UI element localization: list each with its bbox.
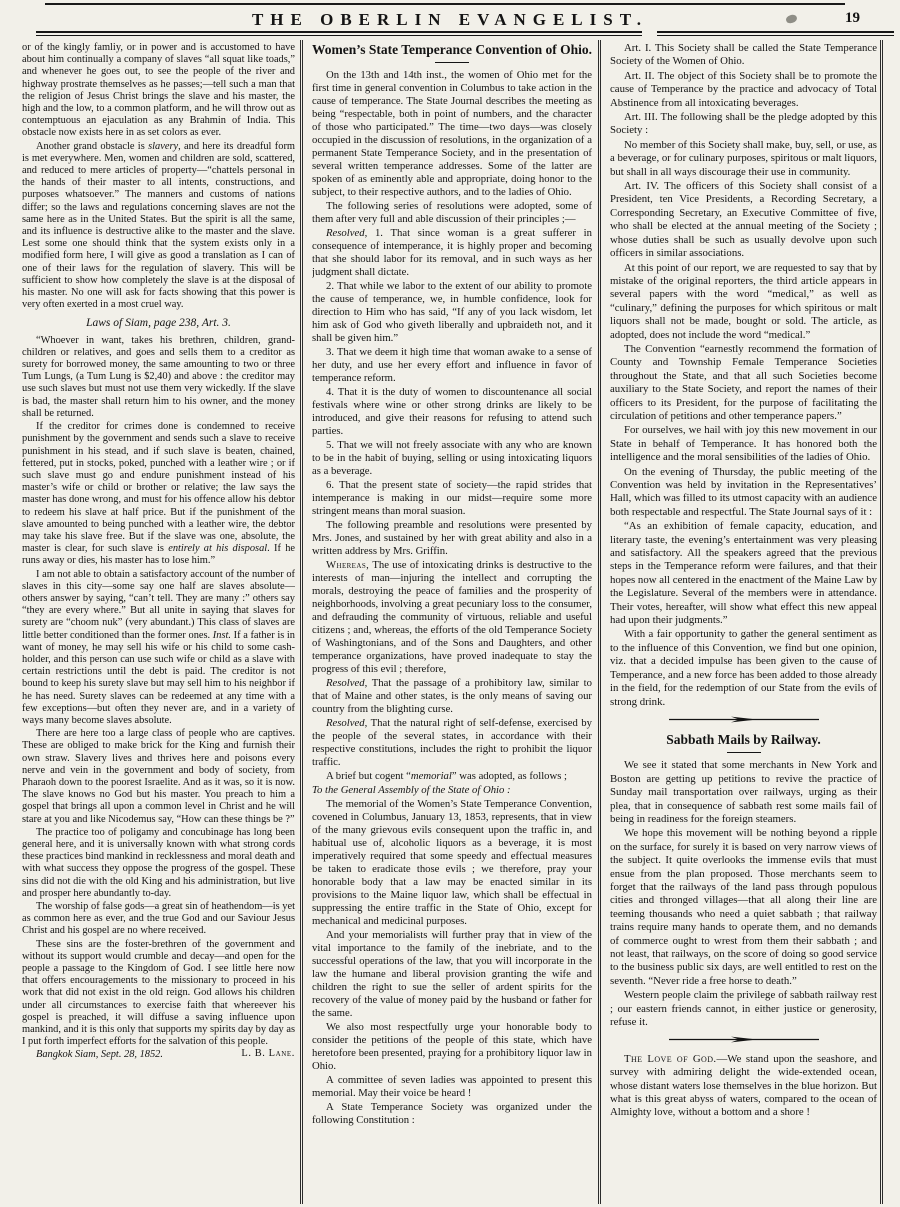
- text-run: Art. II. The object of this Society shall be to promote the cause of Temperance by the practice and advocacy of Total Abstinence from all intoxicating beverages.: [610, 69, 877, 109]
- paragraph: [610, 759, 877, 826]
- text-run: To the General Assembly of the State of Ohio :: [312, 784, 511, 796]
- text-run: —We stand upon the seashore, and survey with admiring delight the wide-extended ocean, whose distant waters lose themselves in the blue horizon. But what is this great abyss of waters, compared to the ocean of Almighty love, without a bottom and a shore !: [610, 1052, 877, 1119]
- text-run: The use of intoxicating drinks is destructive to the interests of man—injuring the intellect and corrupting the morals, destroying the peace of families and the prosperity of neighborhoods, involving a great pecuniary loss to the consumer, and defrauding the community of virtuous, reliable and useful citizens ; and, whereas, the efforts of the old Temperance Society of Washingtonians, and of the Sons and Daughters, and other temperance organizations, have proved inadequate to stay the progress of this evil ; therefore,: [312, 559, 592, 675]
- paragraph: [22, 901, 295, 938]
- text-run: Resolved,: [326, 227, 368, 239]
- text-run: Inst.: [212, 629, 231, 641]
- paragraph: [312, 770, 592, 783]
- column-divider-2: [598, 40, 601, 1204]
- text-run: 5. That we will not freely associate with any who are known to be in the habit of buying, selling or using intoxicating liquors as a beverage.: [312, 439, 592, 477]
- text-run: I am not able to obtain a satisfactory account of the number of slaves in this city—some say one half are slaves absolute—others answer by saying, “can’t tell. They are many :” others say “they are every where.” But all unite in saying that slaves for surety are “choom nuk” (very abundant.) This class of slaves are little better conditioned than the former ones.: [22, 568, 295, 641]
- column-1: [22, 42, 295, 1204]
- text-run: slavery: [148, 140, 179, 152]
- paragraph: [610, 42, 877, 69]
- text-run: Western people claim the privilege of sabbath railway rest ; our eastern friends cannot, in either justice or generosity, refuse it.: [610, 989, 877, 1029]
- paragraph: [22, 335, 295, 420]
- section-divider: [610, 715, 877, 728]
- masthead-title: THE OBERLIN EVANGELIST.: [251, 10, 649, 29]
- article-title: Sabbath Mails by Railway.: [666, 732, 821, 748]
- header-rule-right: [657, 31, 894, 36]
- paragraph: [312, 677, 592, 716]
- text-run: A committee of seven ladies was appointed to present this memorial. May their voice be heard !: [312, 1074, 592, 1099]
- paragraph: [312, 439, 592, 478]
- text-run: Art. I. This Society shall be called the State Temperance Society of the Women of Ohio.: [610, 42, 877, 68]
- text-run: We also most respectfully urge your honorable body to consider the petitions of the people of this state, which have heretofore been presented, praying for a prohibitory liquor law in Ohio.: [312, 1021, 592, 1072]
- text-run: There are here too a large class of people who are captives. These are obliged to make brick for the King and furnish their own straw. Slavery lives and thrives here and poisons every nerve and vein in the government and body of society, from Pharaoh down to the poorest Israelite. And as it was, so it is now. The slave knows no God but his master. You preach to him a gospel that brings all upon a common level in Christ and he will stare at you and like Nicodemus say, “How can these things be ?”: [22, 728, 295, 825]
- top-rule: [45, 3, 845, 5]
- text-run: A brief but cogent “: [326, 770, 411, 782]
- article-heading: [312, 42, 592, 63]
- text-run: Art. III. The following shall be the pledge adopted by this Society :: [610, 111, 877, 137]
- paragraph: [22, 827, 295, 900]
- paragraph: [22, 569, 295, 728]
- paragraph: [610, 989, 877, 1029]
- text-run: That the natural right of self-defense, exercised by the people of the several states, in accordance with their respective constitutions, includes the right to prohibit the liquor traffic.: [312, 717, 592, 768]
- paragraph: [312, 479, 592, 518]
- text-run: That the passage of a prohibitory law, similar to that of Maine and other states, is the only means of saving our country from the blighting curse.: [312, 677, 592, 715]
- text-run: If a father is in want of money, he may sell his wife or his child to some cash-holder, and this person can use such wife or child as a slave with certain restrictions until the debt is paid. The creditor is not bound to keep his surety slave but may sell him to his neighbor if he has need. Surety slaves can be redeemed at any time with a few exceptions—but often they never are, and in a variety of ways many become slaves absolute.: [22, 629, 295, 726]
- text-run: The Love of God.: [624, 1052, 717, 1065]
- paragraph: [22, 42, 295, 140]
- paragraph: [610, 424, 877, 464]
- paragraph: [312, 69, 592, 199]
- paragraph: [610, 1053, 877, 1120]
- text-run: 2. That while we labor to the extent of our ability to promote the cause of temperance, we, in humble confidence, look for direction to Him who has said, “If any of you lack wisdom, let him ask of God who giveth liberally and upbraideth not, and it shall be given him.”: [312, 280, 592, 344]
- text-run: A State Temperance Society was organized under the following Constitution :: [312, 1101, 592, 1126]
- text-run: We see it stated that some merchants in New York and Boston are getting up petitions to revive the practice of Sunday mail transportation over railways, urging as their plea, that in consequence of sabbath rest some mails fail of being in readiness for the foreign steamers.: [610, 759, 877, 825]
- text-run: memorial: [410, 770, 452, 782]
- text-run: On the 13th and 14th inst., the women of Ohio met for the first time in general convention in Columbus to take action in the cause of temperance. The State Journal describes the meeting as being “respectable, both in point of numbers, and the character of those who participated.” The time—two days—was closely occupied in the discussion of resolutions, in the organization of a permanent State Temperance Society, and in the presentation of several written temperance addresses. Some of the latter are spoken of as eminently able and appropriate, doing honor to the subject, to their respective authors, and to the ladies of Ohio.: [312, 69, 592, 198]
- paragraph: [22, 728, 295, 826]
- text-run: We hope this movement will be nothing beyond a ripple on the surface, for surely it is based on very narrow views of the subject. It quite overlooks the immense evils that must ensue from the plan proposed. Those merchants seem to forget that the railways of the land pass through populous cities and thronged villages—that all along their line are teeming thousands who need a quiet sabbath ; that railway trains require many hands to operate them, and no demands of commerce ought to wrest from them their sabbath ; and not least, that railways, on the score of doing so good service to the business public six days, are well entitled to rest on the seventh. “Never ride a free horse to death.”: [610, 827, 877, 987]
- paragraph: [312, 784, 592, 797]
- paragraph: [312, 929, 592, 1020]
- paragraph: [312, 1101, 592, 1127]
- header-rule-left: [36, 31, 642, 36]
- text-run: 4. That it is the duty of women to discountenance all social festivals where wine or other strong drinks are likely to be introduced, and give their reasons for refusing to attend such parties.: [312, 386, 592, 437]
- article-title: Women’s State Temperance Convention of Ohio.: [312, 42, 592, 57]
- paragraph: [610, 628, 877, 708]
- paragraph: [22, 141, 295, 312]
- text-run: Whereas,: [326, 559, 370, 571]
- text-run: . If he runs away or dies, his master has to lose him.”: [22, 543, 295, 567]
- text-run: For ourselves, we hail with joy this new movement in our State in behalf of Temperance. It has honored both the intelligence and the moral sensibilities of the ladies of Ohio.: [610, 424, 877, 464]
- column-2: [312, 42, 592, 1204]
- right-edge-rule: [880, 40, 883, 1204]
- text-run: At this point of our report, we are requested to say that by mistake of the original reporters, the third article appears in several papers with the word “medical,” as well as “culinary,” defining the purposes for which spiritous or malt liquors shall not be made, bought or sold. The article, as adopted, does not include the word “medical.”: [610, 261, 877, 341]
- paragraph: [312, 227, 592, 279]
- text-run: Another grand obstacle is: [36, 140, 149, 152]
- section-divider: [610, 1035, 877, 1048]
- paragraph: [312, 559, 592, 676]
- text-run: 1. That since woman is a great sufferer in consequence of intemperance, it is highly proper and becoming that she should labor for its removal, and in such ways as her judgment shall dictate.: [312, 227, 592, 278]
- paragraph: [312, 717, 592, 769]
- paragraph: [312, 346, 592, 385]
- paragraph: [312, 1021, 592, 1073]
- text-run: With a fair opportunity to gather the general sentiment as to the influence of this Convention, we find but one opinion, viz. that a decided impulse has been given to the cause of Temperance, and a new force has been added to those already in the field, for the redemption of our State from the evils of strong drink.: [610, 628, 877, 708]
- text-run: or of the kingly famliy, or in power and is accustomed to have about him continually a company of slaves “all squat like toads,” and whenever he goes out, to see the people of the river and highway prostrate themselves as he passes;—tell such a man that the religion of Jesus Christ brings the slave and his master, the high and the low, to a common platform, and he will throw out as contemptuous an ejaculation as any Brahmin of India. This obstacle now exists here in as set colors as ever.: [22, 42, 295, 139]
- text-run: entirely at his disposal: [168, 543, 268, 555]
- arrow-rule-icon: [669, 715, 819, 724]
- text-run: Bangkok Siam, Sept. 28, 1852.: [36, 1049, 163, 1061]
- text-run: “As an exhibition of female capacity, education, and literary taste, the evening’s entertainment was very pleasing and satisfactory. All the speakers agreed that the previous steps in the Temperance reform were failures, and that their hopes now all centered in the enactment of the Maine Law by the Legislature. Several of the members were in attendance. Their votes, hereafter, will show what effect this new appeal had upon their judgments.”: [610, 520, 877, 627]
- paragraph: [610, 520, 877, 627]
- text-run: ” was adopted, as follows ;: [451, 770, 568, 782]
- text-run: Art. IV. The officers of this Society shall consist of a President, ten Vice Presidents, a Recording Secretary, a Corresponding Secretary, an Executive Committee of five, who shall be elected at the annual meeting of the Society ; whose duties shall be such as usually devolve upon such officers in similar associations.: [610, 180, 877, 260]
- paragraph: [312, 1074, 592, 1100]
- paragraph: [312, 386, 592, 438]
- arrow-rule-icon: [669, 1035, 819, 1044]
- text-run: And your memorialists will further pray that in view of the vital importance to the family of the inebriate, and to the successful operations of the law, that you will incorporate in the law the humane and liberal provision granting the wife and children the right to sue the seller of ardent spirits for the recovery of the value of money paid by the husband or father for the same.: [312, 929, 592, 1019]
- paragraph: [610, 180, 877, 260]
- page-number: 19: [845, 10, 860, 26]
- article-heading: [610, 732, 877, 753]
- paragraph: [312, 280, 592, 345]
- text-run: , and here its dreadful form is met everywhere. Men, women and children are sold, scattered, and reduced to mere articles of property—“chattels personal in the hands of their master to all intents, constructions, and purposes whatsoever.” The manners and customs of nations differ; so the laws and regulations concerning slaves are not the same here as in the United States. But the spirit is all the same, and its influence is destructive alike to the master and the slave. Lest some one should think that the system exists only in a modified form here, I will give as good a translation as I can of one of their laws for the regulation of slavery. This will be sufficient to show how completely the slave is at the disposal of his master. No one will ask for facts showing that this power is very often exerted in a most cruel way.: [22, 140, 295, 311]
- text-run: The following series of resolutions were adopted, some of them after very full and able discussion of their principles ;—: [312, 200, 592, 225]
- text-run: The worship of false gods—a great sin of heathendom—is yet as common here as ever, and the true God and our Saviour Jesus Christ and his gospel are no where received.: [22, 901, 295, 937]
- section-subheading: Laws of Siam, page 238, Art. 3.: [86, 317, 231, 330]
- text-run: On the evening of Thursday, the public meeting of the Convention was held by invitation in the Representatives’ Hall, which was filled to its utmost capacity with an audience both respectable and respectful. The State Journal says of it :: [610, 465, 877, 518]
- paragraph: [610, 111, 877, 138]
- paragraph: [312, 519, 592, 558]
- text-run: The following preamble and resolutions were presented by Mrs. Jones, and sustained by her with great ability and also in a written address by Mrs. Griffin.: [312, 519, 592, 557]
- paragraph: [610, 466, 877, 520]
- paragraph: [22, 421, 295, 567]
- text-run: If the creditor for crimes done is condemned to receive punishment by the government and sends such a slave to receive punishment in his stead, and if such slave is beaten, chained, fettered, put in stocks, poked, punched with a leather wire ; or if such slave must go and endure punishment instead of his master’s wife or child or brother or relative; the law says the master has done wrong, and must for his offence allow his debtor to redeem his slave at half price. But if the punishment of the slave amounted to being punched with a leather wire, the debtor may take his slave free. But if the slave was one, absolute, the master is clear, for such slave is: [22, 421, 295, 555]
- column-divider-1: [300, 40, 303, 1204]
- paragraph: [312, 798, 592, 928]
- text-run: 3. That we deem it high time that woman awake to a sense of her duty, and use her every effort and influence in favor of temperance reform.: [312, 346, 592, 384]
- heading-rule: [727, 752, 761, 753]
- heading-rule: [435, 62, 469, 63]
- text-run: “Whoever in want, takes his brethren, children, grand-children or relatives, and goes and sells them to a creditor as surety for borrowed money, the same amounting to two or three Tum Lungs, (a Tum Lung is $2,40) and above : the creditor may use such slaves but must not use them very wickedly. If the slave is bad, the master shall return him to his owner, and the money shall be returned.: [22, 334, 295, 419]
- paragraph: [312, 200, 592, 226]
- paragraph: [610, 139, 877, 179]
- text-run: 6. That the present state of society—the rapid strides that intemperance is making in our midst—require some more stringent means than moral suasion.: [312, 479, 592, 517]
- signature: L. B. Lane.: [241, 1048, 295, 1060]
- text-run: These sins are the foster-brethren of the government and without its support would crumble and decay—and open for the people a passage to the Kingdom of God. I see little here now that offers encouragements to the missionary to proceed in his work that did not exist in the old reign. God allows his children under all circumstances to exercise faith that whereever his gospel is preached, it will diffuse a saving influence upon mankind, and it is this only that supports my spirits day by day as I put forth imperfect efforts for the salvation of this people.: [22, 938, 295, 1048]
- text-run: The memorial of the Women’s State Temperance Convention, covened in Columbus, January 13, 1853, represents, that in view of the many grievous evils consequent upon the traffic in, and habitual use of, alcoholic liquors as a beverage, it is most imperatively required that some speedy and effectual measures be taken to eradicate those evils ; we therefore, pray your honorable body that a law may be enacted similar in its provisions to the Maine liquor law, which shall be effectual in suppressing the entire traffic in the State of Ohio, except for mechanical and medicinal purposes.: [312, 798, 592, 927]
- paragraph: [610, 262, 877, 342]
- text-run: The Convention “earnestly recommend the formation of County and Township Female Temperance Societies throughout the State, and that all such Societies become auxiliary to the State Society, and report the names of their officers to its President, for the purpose of facilitating the circulation of petitions and other temperance papers.”: [610, 342, 877, 422]
- paragraph: [610, 343, 877, 423]
- text-run: Resolved,: [326, 717, 368, 729]
- text-run: No member of this Society shall make, buy, sell, or use, as a beverage, or for culinary purposes, spiritous or malt liquors, but shall in all ways discourage their use in community.: [610, 138, 877, 178]
- paragraph: [610, 827, 877, 988]
- paragraph: [610, 70, 877, 110]
- text-run: Resolved,: [326, 677, 368, 689]
- text-run: The practice too of poligamy and concubinage has long been general here, and it is universally known with what strong cords these practices bind mankind in recklessness and moral death and with what success they oppose the progress of the gospel. These sins did not die with the old King and his administration, but live and prosper here abundantly to-day.: [22, 826, 295, 899]
- column-3: [610, 42, 877, 1204]
